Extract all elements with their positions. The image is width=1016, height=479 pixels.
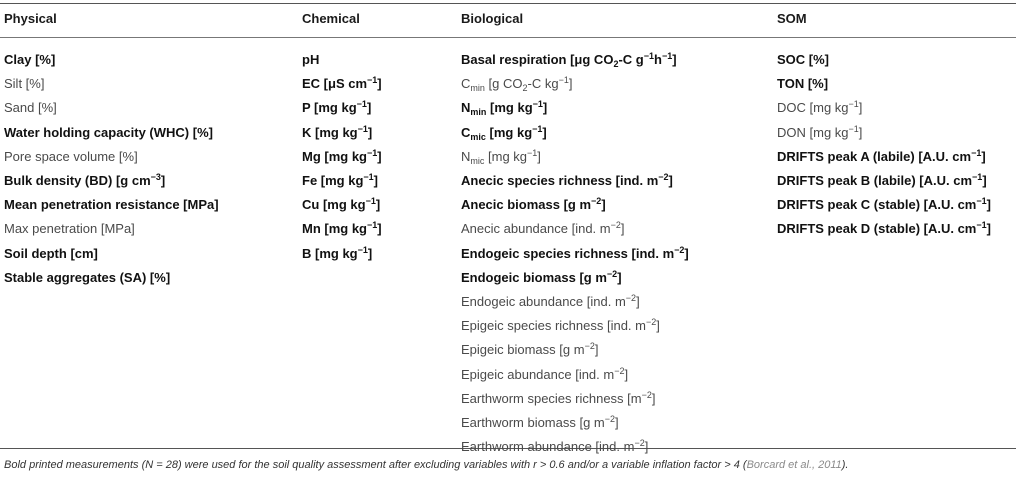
- column-header-chemical: Chemical: [302, 11, 360, 26]
- table-cell-biological: Earthworm species richness $[m^{-2}]$: [461, 389, 656, 406]
- table-cell-biological: $C_{min}$ [g $CO_2-C$ $kg^{-1}$]: [461, 75, 573, 94]
- footnote-citation-link[interactable]: Borcard et al., 2011: [746, 459, 842, 471]
- table-cell-biological: Endogeic species richness [ind. $m^{-2}$]: [461, 244, 689, 261]
- table-cell-chemical: Mn [mg $kg^{-1}$]: [302, 220, 382, 237]
- table-cell-som: SOC [%]: [777, 52, 829, 67]
- table-cell-som: DOC [mg $kg^{-1}$]: [777, 99, 863, 116]
- table-cell-chemical: pH: [302, 52, 320, 67]
- table-top-rule: [0, 3, 1016, 4]
- table-cell-biological: Earthworm biomass [g $m^{-2}$]: [461, 414, 619, 430]
- table-cell-biological: Endogeic abundance [ind. $m^{-2}$]: [461, 293, 640, 309]
- table-cell-biological: Epigeic biomass [g $m^{-2}$]: [461, 341, 599, 358]
- footnote-text: Bold printed measurements (N = 28) were used for the soil quality assessment after excluding variables with r > 0.6 and/or a variable inflation factor > 4 (: [4, 459, 747, 471]
- table-cell-biological: $C_{mic}$ [mg $kg^{-1}$]: [461, 123, 547, 142]
- table-cell-biological: Anecic abundance [ind. $m^{-2}$]: [461, 220, 625, 237]
- column-header-som: SOM: [777, 11, 807, 26]
- table-cell-som: DRIFTS peak C (stable) [A.U. $cm^{-1}$]: [777, 196, 991, 213]
- table-cell-som: DRIFTS peak B (labile) [A.U. $cm^{-1}$]: [777, 172, 987, 188]
- table-cell-physical: Mean penetration resistance [MPa]: [4, 197, 219, 213]
- table-cell-chemical: B [mg $kg^{-1}$]: [302, 244, 373, 261]
- table-cell-physical: Stable aggregates (SA) [%]: [4, 269, 171, 285]
- table-cell-physical: Silt [%]: [4, 76, 45, 92]
- table-cell-biological: $N_{min}$ [mg $kg^{-1}$]: [461, 99, 548, 118]
- table-cell-som: DRIFTS peak D (stable) [A.U. $cm^{-1}$]: [777, 220, 991, 237]
- column-header-physical: Physical: [4, 11, 57, 26]
- table-cell-biological: Basal respiration [μg $CO_2-C$ $g^{-1}h^{-1}$]: [461, 51, 677, 69]
- table-cell-physical: Water holding capacity (WHC) [%]: [4, 124, 213, 140]
- table-cell-biological: Anecic species richness [ind. $m^{-2}$]: [461, 172, 673, 188]
- table-cell-som: TON [%]: [777, 76, 829, 92]
- column-header-biological: Biological: [461, 11, 524, 26]
- table-cell-biological: Epigeic species richness [ind. $m^{-2}$]: [461, 317, 660, 334]
- table-cell-som: DRIFTS peak A (labile) [A.U. $cm^{-1}$]: [777, 147, 986, 164]
- table-cell-som: DON [mg $kg^{-1}$]: [777, 123, 863, 140]
- table-cell-chemical: P [mg $kg^{-1}$]: [302, 99, 372, 116]
- table-cell-chemical: Fe [mg $kg^{-1}$]: [302, 172, 379, 188]
- table-cell-physical: Max penetration [MPa]: [4, 221, 135, 237]
- table-cell-chemical: K [mg $kg^{-1}$]: [302, 123, 373, 140]
- table-cell-chemical: EC [μS $cm^{-1}$]: [302, 75, 382, 92]
- table-cell-biological: Anecic biomass [g $m^{-2}$]: [461, 196, 606, 213]
- table-cell-biological: $N_{mic}$ [mg $kg^{-1}$]: [461, 147, 541, 166]
- footnote-close: ).: [841, 459, 849, 471]
- table-cell-physical: Clay [%]: [4, 52, 56, 67]
- table-cell-physical: Soil depth [cm]: [4, 245, 98, 261]
- table-header-rule: [0, 37, 1016, 38]
- table-cell-biological: Earthworm abundance [ind. $m^{-2}$]: [461, 438, 649, 455]
- table-cell-physical: Bulk density (BD) [g $cm^{-3}$]: [4, 172, 166, 188]
- table-cell-chemical: Mg [mg $kg^{-1}$]: [302, 147, 382, 164]
- table-cell-chemical: Cu [mg $kg^{-1}$]: [302, 196, 381, 213]
- table-footnote: [4, 459, 1014, 471]
- table-cell-physical: Sand [%]: [4, 100, 57, 116]
- table-cell-biological: Epigeic abundance [ind. $m^{-2}$]: [461, 365, 629, 382]
- table-cell-physical: Pore space volume [%]: [4, 148, 138, 164]
- table-cell-biological: Endogeic biomass [g $m^{-2}$]: [461, 268, 622, 285]
